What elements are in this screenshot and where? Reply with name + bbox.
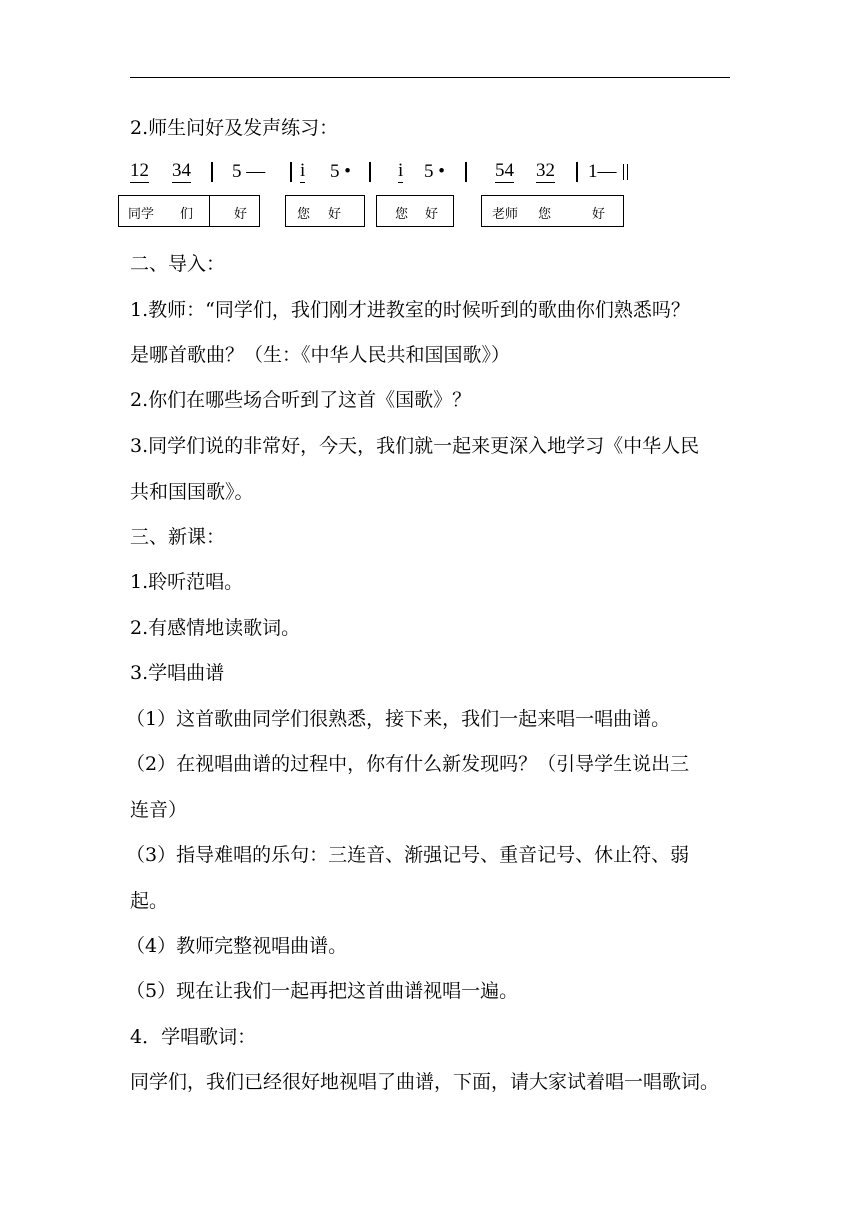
barline (369, 162, 371, 182)
lyric-word: 您 (538, 207, 552, 222)
lyric-word: 老师 (492, 207, 519, 222)
note-group-34: 34 (172, 160, 191, 181)
paragraph-line: 是哪首歌曲？（生：《中华人民共和国国歌》） (130, 344, 511, 366)
paragraph-line: 共和国国歌》。 (130, 481, 254, 503)
paragraph-line: 2.你们在哪些场合听到了这首《国歌》？ (130, 389, 472, 411)
paragraph-line: 2.有感情地读歌词。 (130, 617, 301, 639)
lyric-word: 好 (234, 207, 248, 222)
note-high-1: i (398, 160, 404, 181)
note-5-dotted: 5 • (330, 161, 351, 182)
note-group-54: 54 (495, 160, 514, 181)
lyric-word: 您 (395, 207, 409, 222)
barline (290, 162, 292, 182)
paragraph-line: （4）教师完整视唱曲谱。 (126, 935, 348, 957)
section-greeting-heading: 2.师生问好及发声练习： (130, 117, 339, 139)
note-group-32: 32 (536, 160, 555, 181)
lyric-word: 您 (297, 207, 311, 222)
note-group-12: 12 (130, 160, 149, 181)
paragraph-line: 同学们，我们已经很好地视唱了曲谱，下面，请大家试着唱一唱歌词。 (130, 1071, 720, 1093)
lyric-box-divider (209, 196, 210, 226)
note-high-1: i (300, 160, 306, 181)
lyric-box-teacher (481, 195, 624, 227)
lyric-word: 好 (328, 207, 342, 222)
paragraph-line: 3.学唱曲谱 (130, 662, 225, 684)
lyric-box-greeting-2 (376, 195, 454, 227)
note-1-held: 1— (588, 161, 617, 182)
section-heading-new-lesson: 三、新课： (130, 526, 226, 548)
paragraph-line: （5）现在让我们一起再把这首曲谱视唱一遍。 (126, 980, 519, 1002)
paragraph-line: （2）在视唱曲谱的过程中，你有什么新发现吗？（引导学生说出三 (126, 753, 690, 775)
note-5-dotted: 5 • (424, 161, 445, 182)
header-rule (130, 77, 730, 78)
paragraph-line: 1.聆听范唱。 (130, 571, 244, 593)
lyric-word: 们 (180, 207, 194, 222)
paragraph-line: 4．学唱歌词： (130, 1026, 257, 1048)
notation-row (0, 160, 860, 186)
barline (465, 162, 467, 182)
final-barline-thin (623, 164, 624, 180)
paragraph-line: 起。 (130, 890, 169, 912)
note-5-held: 5 — (232, 161, 266, 182)
lyric-box-students (118, 195, 260, 227)
barline (576, 162, 578, 182)
barline (211, 162, 213, 182)
lyric-box-greeting-1 (285, 195, 365, 227)
lyric-word: 好 (592, 207, 606, 222)
paragraph-line: 连音） (130, 799, 188, 821)
paragraph-line: 1.教师：“同学们，我们刚才进教室的时候听到的歌曲你们熟悉吗？ (130, 299, 690, 321)
paragraph-line: （1）这首歌曲同学们很熟悉，接下来，我们一起来唱一唱曲谱。 (126, 708, 671, 730)
lyric-word: 同学 (128, 207, 155, 222)
final-barline-thick (627, 164, 628, 180)
paragraph-line: 3.同学们说的非常好，今天，我们就一起来更深入地学习《中华人民 (130, 435, 700, 457)
paragraph-line: （3）指导难唱的乐句：三连音、渐强记号、重音记号、休止符、弱 (126, 844, 690, 866)
lyric-word: 好 (425, 207, 439, 222)
section-heading-intro: 二、导入： (130, 253, 226, 275)
